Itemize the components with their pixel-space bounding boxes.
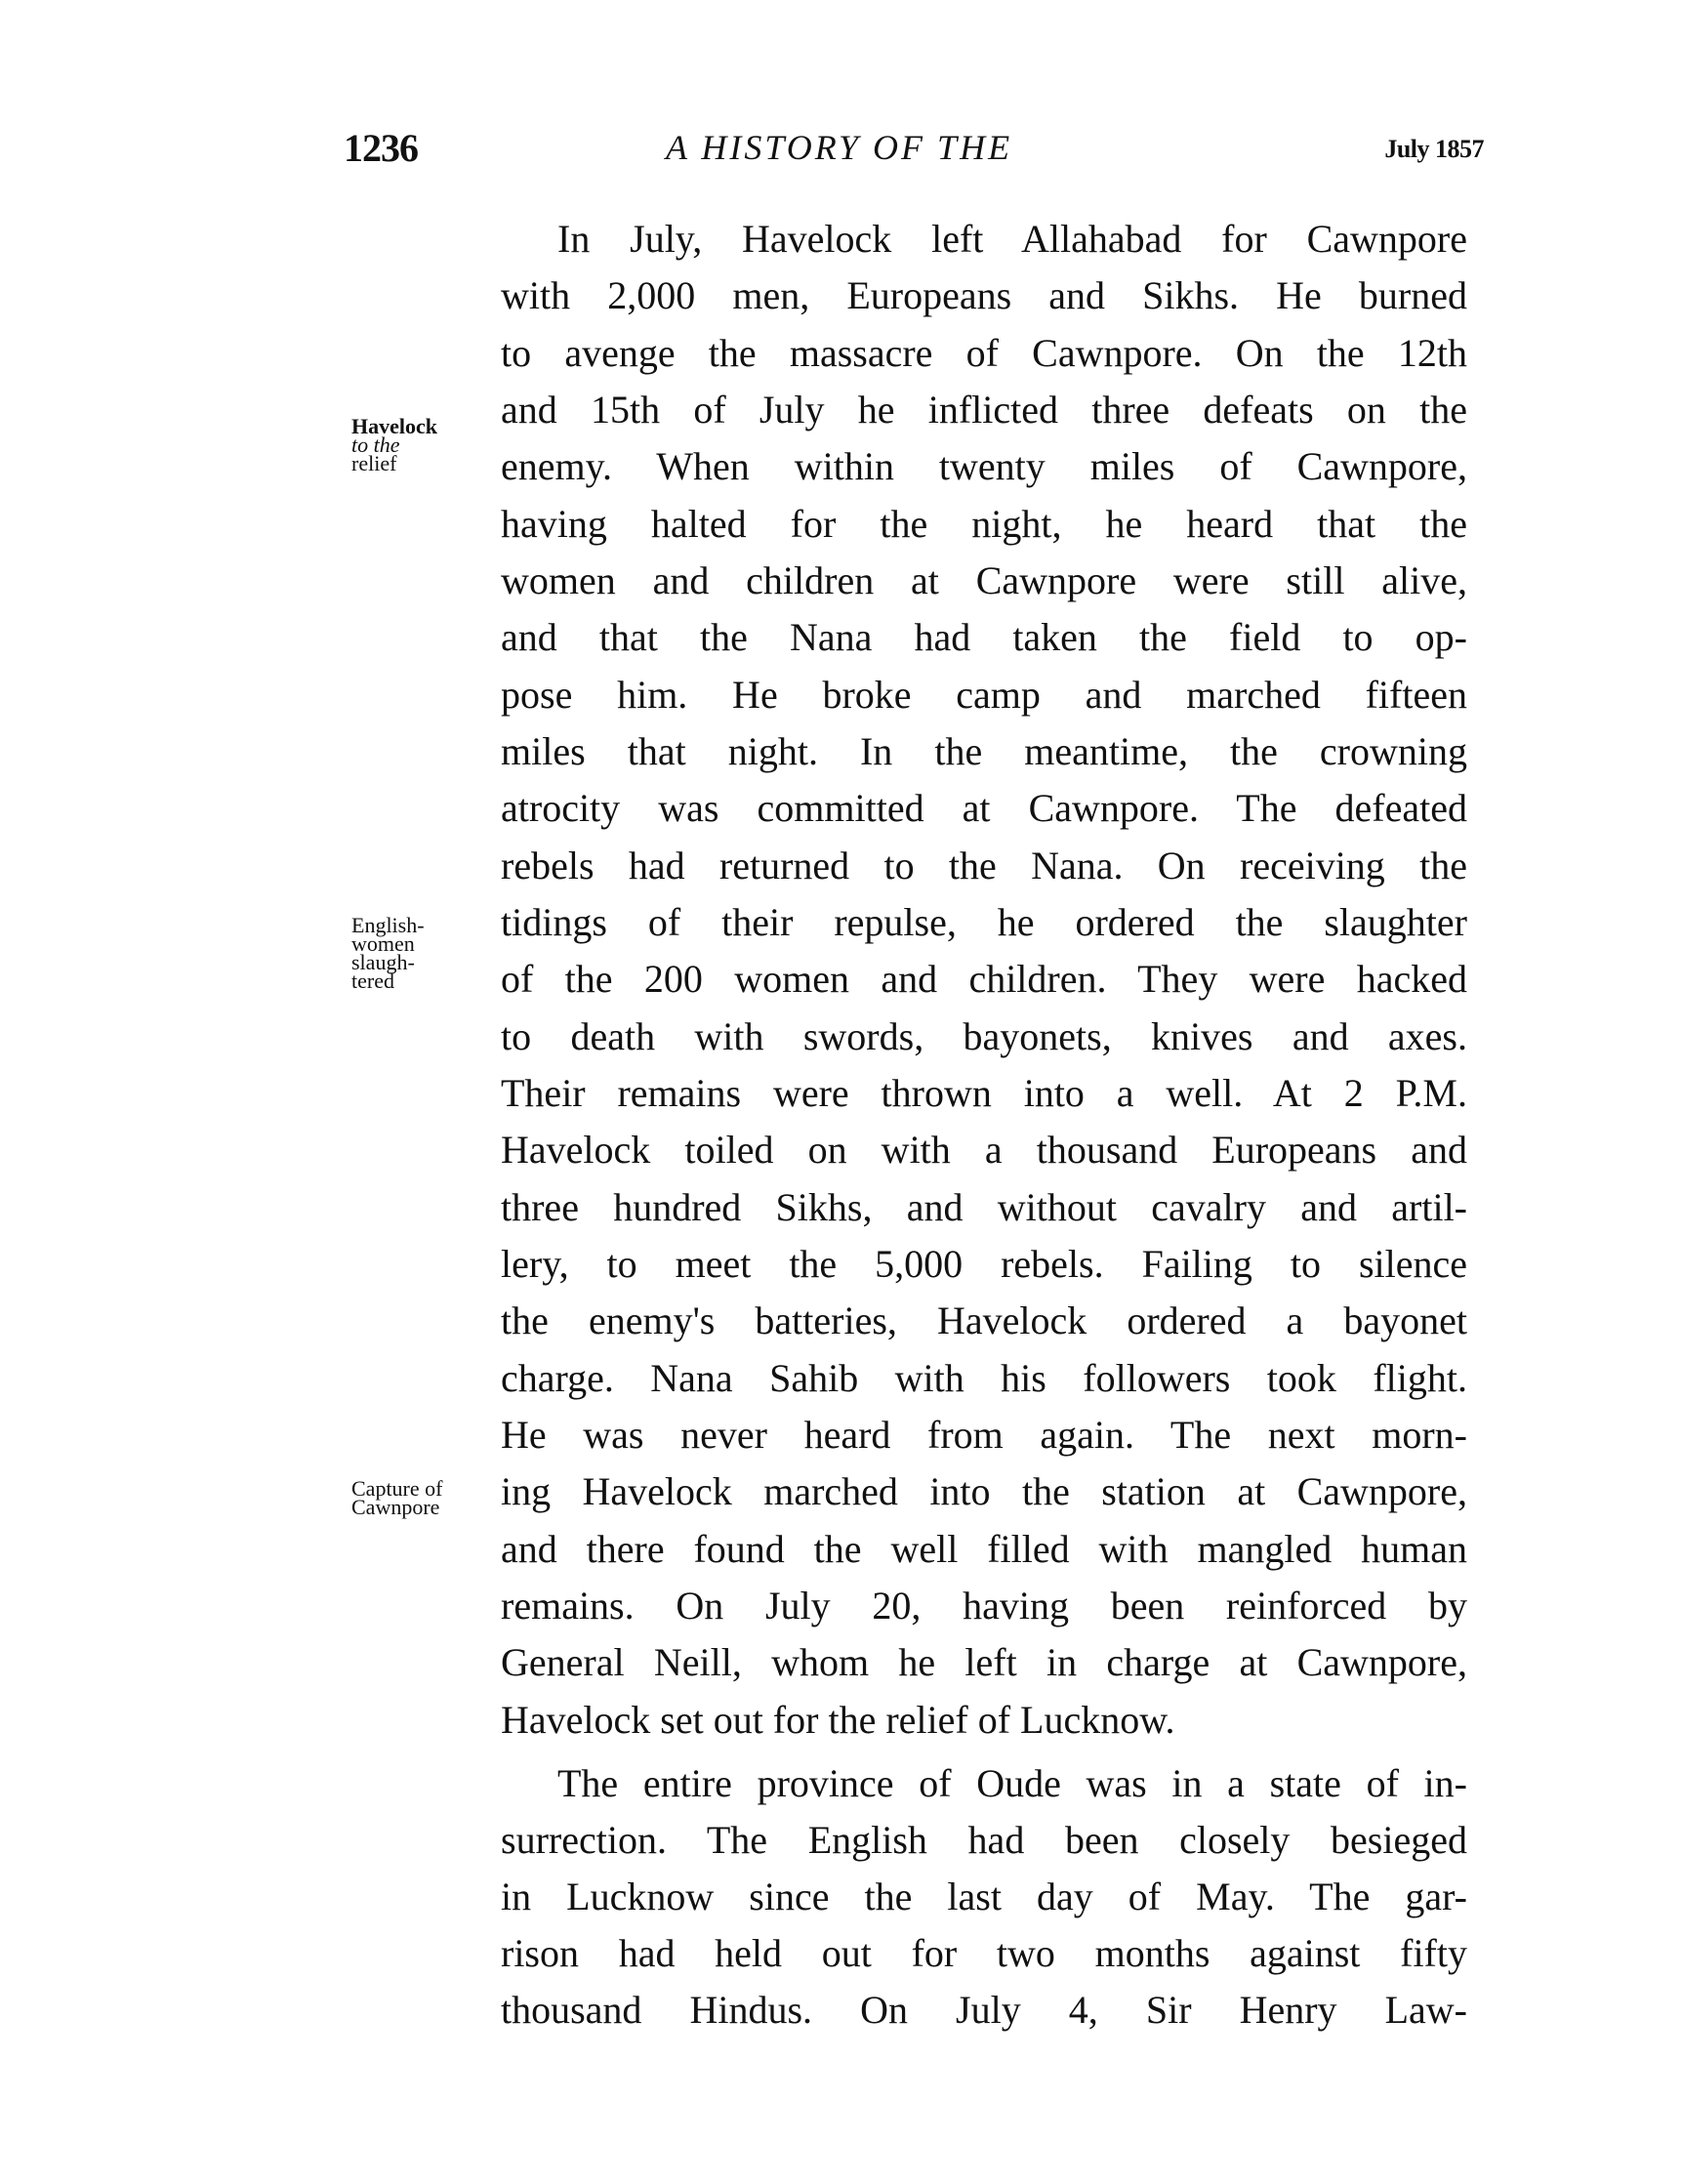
margin-note-capture-cawnpore — [351, 1476, 443, 1519]
text-line: remains. On July 20, having been reinforced by — [501, 1584, 1467, 1628]
text-line: three hundred Sikhs, and without cavalry and artil- — [501, 1185, 1467, 1229]
text-line: General Neill, whom he left in charge at Cawnpore, — [501, 1640, 1467, 1684]
running-date: July 1857 — [1384, 135, 1484, 163]
text-line: Havelock toiled on with a thousand Europeans and — [501, 1128, 1467, 1172]
margin-note-line: Capture of — [351, 1476, 443, 1501]
margin-note-line: to the — [351, 433, 400, 457]
margin-note-havelock-relief — [351, 414, 437, 475]
text-line: rison had held out for two months against fifty — [501, 1931, 1467, 1975]
text-line: and there found the well filled with mangled human — [501, 1527, 1467, 1571]
text-line: The entire province of Oude was in a state of in- — [557, 1761, 1467, 1805]
margin-note-line: relief — [351, 451, 397, 475]
text-line: In July, Havelock left Allahabad for Cawnpore — [557, 217, 1467, 261]
page-header — [344, 125, 1484, 174]
text-line: atrocity was committed at Cawnpore. The defeated — [501, 786, 1467, 830]
text-line: lery, to meet the 5,000 rebels. Failing to silence — [501, 1242, 1467, 1286]
text-line: tidings of their repulse, he ordered the slaughter — [501, 900, 1467, 944]
text-line: pose him. He broke camp and marched fifteen — [501, 673, 1467, 717]
text-line: and that the Nana had taken the field to op- — [501, 615, 1467, 659]
text-line: the enemy's batteries, Havelock ordered a bayonet — [501, 1298, 1467, 1342]
text-line: Their remains were thrown into a well. At 2 P.M. — [501, 1071, 1467, 1115]
margin-note-line: tered — [351, 968, 394, 993]
text-line: of the 200 women and children. They were hacked — [501, 957, 1467, 1001]
running-title: A HISTORY OF THE — [666, 128, 1013, 167]
margin-note-line: Havelock — [351, 414, 437, 438]
text-line: surrection. The English had been closely besieged — [501, 1818, 1467, 1862]
text-line: ing Havelock marched into the station at Cawnpore, — [501, 1469, 1467, 1513]
text-line: charge. Nana Sahib with his followers took flight. — [501, 1356, 1467, 1400]
text-line: to avenge the massacre of Cawnpore. On the 12th — [501, 331, 1467, 375]
text-line: with 2,000 men, Europeans and Sikhs. He burned — [501, 273, 1467, 317]
text-line: thousand Hindus. On July 4, Sir Henry Law- — [501, 1988, 1467, 2032]
text-line: Havelock set out for the relief of Lucknow. — [501, 1698, 1175, 1742]
margin-note-line: English- — [351, 913, 425, 937]
text-line: enemy. When within twenty miles of Cawnpore, — [501, 444, 1467, 488]
text-line: miles that night. In the meantime, the crowning — [501, 729, 1467, 773]
margin-note-englishwomen-slaughtered — [351, 913, 425, 993]
text-line: and 15th of July he inflicted three defeats on the — [501, 388, 1467, 432]
margin-note-line: slaugh- — [351, 950, 415, 974]
margin-note-line: Cawnpore — [351, 1495, 440, 1519]
text-line: in Lucknow since the last day of May. The gar- — [501, 1875, 1467, 1918]
text-line: He was never heard from again. The next morn- — [501, 1413, 1467, 1457]
text-line: having halted for the night, he heard that the — [501, 502, 1467, 546]
margin-note-line: women — [351, 931, 415, 956]
page-number: 1236 — [344, 126, 418, 170]
text-line: rebels had returned to the Nana. On receiving the — [501, 844, 1467, 887]
text-line: to death with swords, bayonets, knives and axes. — [501, 1014, 1467, 1058]
text-line: women and children at Cawnpore were still alive, — [501, 558, 1467, 602]
